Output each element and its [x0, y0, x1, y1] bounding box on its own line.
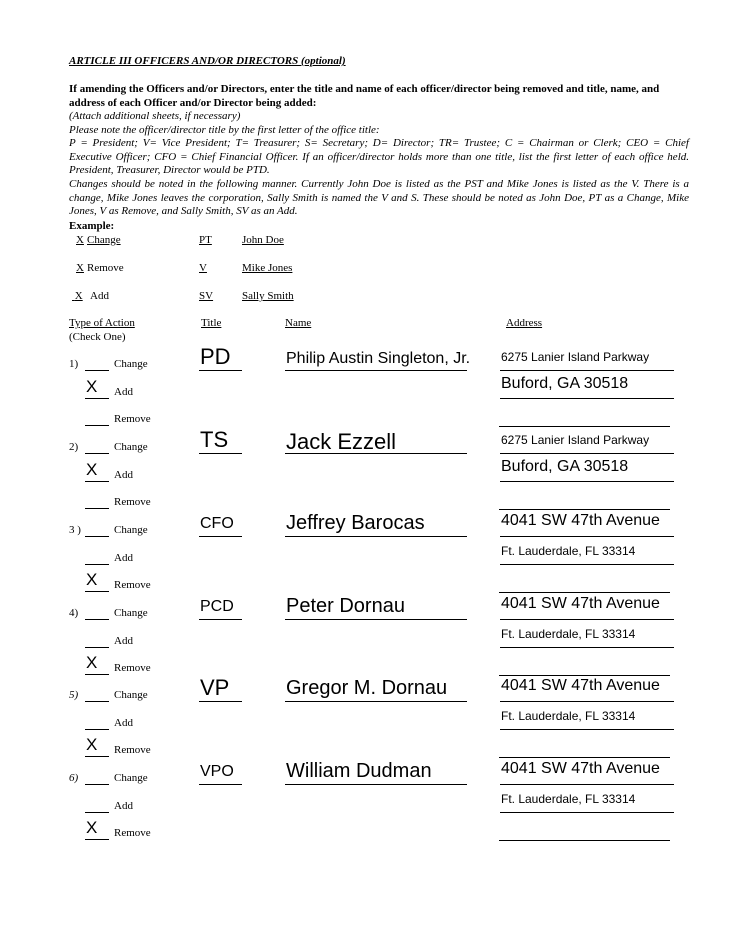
name-field-line[interactable] — [285, 784, 467, 785]
check-mark: X — [86, 818, 98, 837]
example-mark: X — [76, 262, 84, 274]
example-name: Sally Smith — [242, 290, 294, 302]
name-field-line[interactable] — [285, 536, 467, 537]
officer-name: Gregor M. Dornau — [286, 677, 448, 699]
address-field-line[interactable] — [499, 426, 670, 427]
action-label-remove: Remove — [114, 496, 151, 508]
address-line-2: Buford, GA 30518 — [501, 458, 629, 475]
header-type-of-action: Type of Action — [69, 317, 135, 329]
example-name: Mike Jones — [242, 262, 293, 274]
action-checkbox-remove[interactable] — [85, 839, 109, 840]
action-label-add: Add — [114, 634, 133, 647]
example-title: SV — [199, 290, 214, 302]
address-field-line[interactable] — [500, 784, 674, 785]
check-mark: X — [86, 735, 98, 754]
entry-number: 3 ) — [69, 524, 81, 536]
action-checkbox-remove[interactable] — [85, 591, 109, 592]
address-line-1: 4041 SW 47th Avenue — [501, 677, 660, 694]
action-label-remove: Remove — [114, 579, 151, 591]
name-field-line[interactable] — [285, 701, 467, 702]
address-field-line[interactable] — [500, 370, 674, 371]
check-mark: X — [86, 653, 98, 672]
header-title: Title — [201, 317, 222, 329]
action-checkbox-change[interactable] — [85, 701, 109, 702]
example-name: John Doe — [242, 234, 284, 246]
action-label-remove: Remove — [114, 413, 151, 425]
action-checkbox-add[interactable] — [85, 398, 109, 399]
address-field-line[interactable] — [500, 564, 674, 565]
action-label-add: Add — [114, 551, 133, 564]
article-heading: ARTICLE III OFFICERS AND/OR DIRECTORS (optional) — [69, 55, 346, 67]
action-checkbox-add[interactable] — [85, 481, 109, 482]
address-field-line[interactable] — [500, 647, 674, 648]
address-line-1: 4041 SW 47th Avenue — [501, 595, 660, 612]
check-mark: X — [86, 570, 98, 589]
name-field-line[interactable] — [285, 619, 467, 620]
address-line-2: Buford, GA 30518 — [501, 375, 629, 392]
address-field-line[interactable] — [499, 509, 670, 510]
action-checkbox-change[interactable] — [85, 453, 109, 454]
officer-title: VP — [200, 675, 230, 700]
name-field-line[interactable] — [285, 370, 467, 371]
action-checkbox-change[interactable] — [85, 784, 109, 785]
title-field-line[interactable] — [199, 784, 242, 785]
action-label-add: Add — [114, 716, 133, 729]
action-label-change: Change — [114, 441, 148, 453]
officer-name: Philip Austin Singleton, Jr. — [286, 350, 471, 367]
action-checkbox-remove[interactable] — [85, 756, 109, 757]
attach-note: (Attach additional sheets, if necessary) — [69, 110, 241, 122]
action-label-add: Add — [114, 385, 133, 398]
officer-title: PCD — [200, 598, 234, 615]
officer-title: VPO — [200, 763, 234, 780]
address-field-line[interactable] — [500, 453, 674, 454]
titles-legend: P = President; V= Vice President; T= Treasurer; S= Secretary; D= Director; TR= Trustee; C = Chairman or Clerk; CEO = Chief Executive Officer; CFO = Chief Financial Officer. If an officer/director holds more than one title, list the first letter of each office held. President, Treasurer, Director would be PTD. — [69, 137, 689, 177]
address-line-1: 4041 SW 47th Avenue — [501, 760, 660, 777]
entry-number: 1) — [69, 358, 79, 370]
changes-note: Changes should be noted in the following manner. Currently John Doe is listed as the PST and Mike Jones is listed as the V. There is a change, Mike Jones leaves the corporation, Sally Smith is named the V and S. These should be noted as John Doe, PT as a Change, Mike Jones, V as Remove, and Sally Smith, SV as an Add. — [69, 178, 689, 218]
name-field-line[interactable] — [285, 453, 467, 454]
example-action: Add — [90, 290, 109, 302]
header-check-one: (Check One) — [69, 331, 126, 343]
action-label-remove: Remove — [114, 662, 151, 674]
address-field-line[interactable] — [500, 619, 674, 620]
address-line-2: Ft. Lauderdale, FL 33314 — [501, 627, 636, 641]
example-label: Example: — [69, 220, 115, 232]
address-field-line[interactable] — [499, 675, 670, 676]
action-label-add: Add — [114, 468, 133, 481]
check-mark: X — [86, 376, 98, 396]
action-checkbox-remove[interactable] — [85, 508, 109, 509]
example-title: PT — [199, 234, 212, 246]
action-label-add: Add — [114, 799, 133, 812]
officer-title: CFO — [200, 515, 234, 532]
action-label-change: Change — [114, 607, 148, 619]
address-line-1: 6275 Lanier Island Parkway — [501, 433, 650, 447]
header-address: Address — [506, 317, 543, 329]
entry-number: 5) — [69, 689, 79, 701]
address-field-line[interactable] — [499, 757, 670, 758]
action-checkbox-change[interactable] — [85, 619, 109, 620]
address-field-line[interactable] — [499, 840, 670, 841]
action-label-remove: Remove — [114, 827, 151, 839]
example-action: Remove — [87, 262, 124, 274]
example-action: Change — [87, 234, 121, 246]
action-checkbox-remove[interactable] — [85, 425, 109, 426]
action-checkbox-remove[interactable] — [85, 674, 109, 675]
entry-number: 4) — [69, 607, 79, 619]
action-label-change: Change — [114, 358, 148, 370]
entry-number: 2) — [69, 441, 79, 453]
action-label-change: Change — [114, 689, 148, 701]
example-mark: X — [76, 234, 84, 246]
address-line-1: 6275 Lanier Island Parkway — [501, 350, 650, 364]
title-field-line[interactable] — [199, 536, 242, 537]
address-field-line[interactable] — [500, 729, 674, 730]
action-checkbox-change[interactable] — [85, 370, 109, 371]
action-label-change: Change — [114, 772, 148, 784]
officer-name: Jack Ezzell — [286, 429, 397, 454]
action-checkbox-add[interactable] — [85, 564, 109, 565]
address-field-line[interactable] — [500, 812, 674, 813]
address-field-line[interactable] — [500, 536, 674, 537]
officer-title: PD — [200, 344, 231, 369]
action-label-remove: Remove — [114, 744, 151, 756]
address-line-2: Ft. Lauderdale, FL 33314 — [501, 792, 636, 806]
action-checkbox-add[interactable] — [85, 647, 109, 648]
address-field-line[interactable] — [500, 481, 674, 482]
action-checkbox-add[interactable] — [85, 729, 109, 730]
officer-title: TS — [200, 427, 229, 452]
action-label-change: Change — [114, 524, 148, 536]
officer-name: Jeffrey Barocas — [286, 512, 425, 534]
instructions-bold: If amending the Officers and/or Directors, enter the title and name of each officer/director being removed and title, name, and address of each Officer and/or Director being added: — [69, 83, 660, 109]
title-field-line[interactable] — [199, 370, 242, 371]
address-field-line[interactable] — [500, 701, 674, 702]
title-field-line[interactable] — [199, 453, 242, 454]
header-name: Name — [285, 317, 312, 329]
title-field-line[interactable] — [199, 619, 242, 620]
action-checkbox-change[interactable] — [85, 536, 109, 537]
title-field-line[interactable] — [199, 701, 242, 702]
example-mark: X — [74, 290, 83, 302]
entry-number: 6) — [69, 772, 79, 784]
title-note: Please note the officer/director title by the first letter of the office title: — [69, 124, 380, 136]
address-line-2: Ft. Lauderdale, FL 33314 — [501, 544, 636, 558]
action-checkbox-add[interactable] — [85, 812, 109, 813]
example-title: V — [199, 262, 207, 274]
address-line-2: Ft. Lauderdale, FL 33314 — [501, 709, 636, 723]
check-mark: X — [86, 459, 98, 479]
officer-name: Peter Dornau — [286, 595, 405, 617]
address-field-line[interactable] — [499, 592, 670, 593]
officer-name: William Dudman — [286, 760, 432, 782]
address-field-line[interactable] — [500, 398, 674, 399]
address-line-1: 4041 SW 47th Avenue — [501, 512, 660, 529]
